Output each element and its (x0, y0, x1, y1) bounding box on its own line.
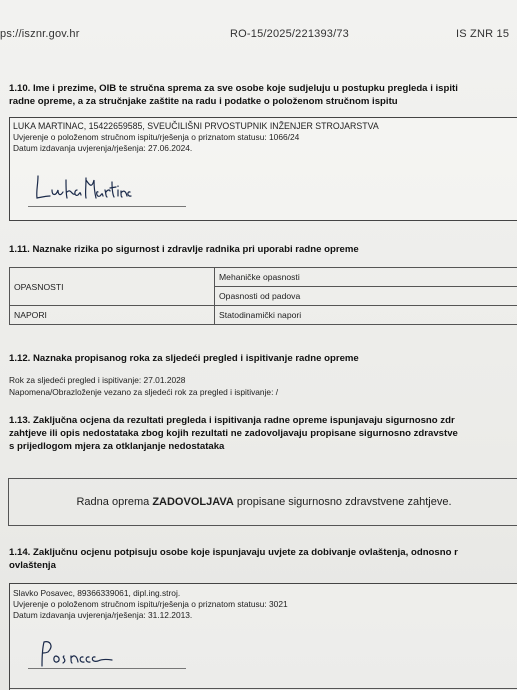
header-document-id: RO-15/2025/221393/73 (230, 28, 349, 40)
section-1-14-title-line2: ovlaštenja (9, 560, 56, 571)
header-form-code: IS ZNR 15 (456, 28, 510, 40)
table-row (10, 268, 517, 287)
section-1-10-title-line2: radne opreme, a za stručnjake zaštite na radu i podatke o položenom stručnom ispitu (9, 96, 398, 107)
header-url: ps://isznr.gov.hr (0, 28, 80, 40)
signature-line-1 (28, 206, 186, 207)
section-1-11-title: 1.11. Naznake rizika po sigurnost i zdravlje radnika pri uporabi radne opreme (9, 244, 359, 255)
conclusion-box (8, 478, 517, 526)
conclusion-pre: Radna oprema (76, 496, 153, 508)
person-2-certificate: Uvjerenje o položenom stručnom ispitu/rješenja o priznatom statusu: 3021 (13, 599, 288, 609)
person-2-info: Slavko Posavec, 89366339061, dipl.ing.stroj. (13, 588, 181, 598)
risk-table (9, 267, 517, 325)
person-1-certificate: Uvjerenje o položenom stručnom ispitu/rješenja o priznatom statusu: 1066/24 (13, 132, 300, 142)
box-divider (10, 688, 517, 689)
conclusion-verdict: ZADOVOLJAVA (152, 496, 234, 508)
section-1-13-title-line3: s prijedlogom mjera za otklanjanje nedostataka (9, 441, 225, 452)
section-1-13-title-line1: 1.13. Zaključna ocjena da rezultati pregleda i ispitivanja radne opreme ispunjavaju sigurnosno zdr (9, 415, 455, 426)
risk-category-cell: NAPORI (10, 306, 215, 325)
next-inspection-deadline: Rok za sljedeći pregled i ispitivanje: 27.01.2028 (9, 375, 186, 385)
signature-luka-martinac (32, 170, 142, 204)
conclusion-post: propisane sigurnosno zdravstvene zahtjeve. (233, 496, 452, 508)
person-2-date: Datum izdavanja uvjerenja/rješenja: 31.12.2013. (13, 610, 193, 620)
signature-line-2 (28, 668, 186, 669)
section-1-14-box (9, 583, 517, 690)
conclusion-text (76, 496, 451, 508)
section-1-10-box (9, 117, 517, 221)
table-row (10, 306, 517, 325)
signature-slavko-posavec (34, 636, 144, 670)
person-1-info: LUKA MARTINAC, 15422659585, SVEUČILIŠNI PRVOSTUPNIK INŽENJER STROJARSTVA (13, 121, 379, 131)
risk-category-cell: OPASNOSTI (10, 268, 215, 306)
section-1-14-title-line1: 1.14. Zaključnu ocjenu potpisuju osobe koje ispunjavaju uvjete za dobivanje ovlaštenja, odnosno r (9, 547, 458, 558)
section-1-13-title-line2: zahtjeve ili opis nedostataka zbog kojih rezultati ne zadovoljavaju propisane sigurnosno zdravstve (9, 428, 458, 439)
section-1-12-title: 1.12. Naznaka propisanog roka za sljedeći pregled i ispitivanje radne opreme (9, 353, 359, 364)
section-1-10-title-line1: 1.10. Ime i prezime, OIB te stručna sprema za sve osobe koje sudjeluju u postupku pregleda i ispiti (9, 83, 458, 94)
next-inspection-note: Napomena/Obrazloženje vezano za sljedeći rok za pregled i ispitivanje: / (9, 387, 279, 397)
risk-item-cell: Statodinamički napori (215, 306, 517, 325)
risk-item-cell: Opasnosti od padova (215, 287, 517, 306)
risk-item-cell: Mehaničke opasnosti (215, 268, 517, 287)
person-1-date: Datum izdavanja uvjerenja/rješenja: 27.06.2024. (13, 143, 193, 153)
